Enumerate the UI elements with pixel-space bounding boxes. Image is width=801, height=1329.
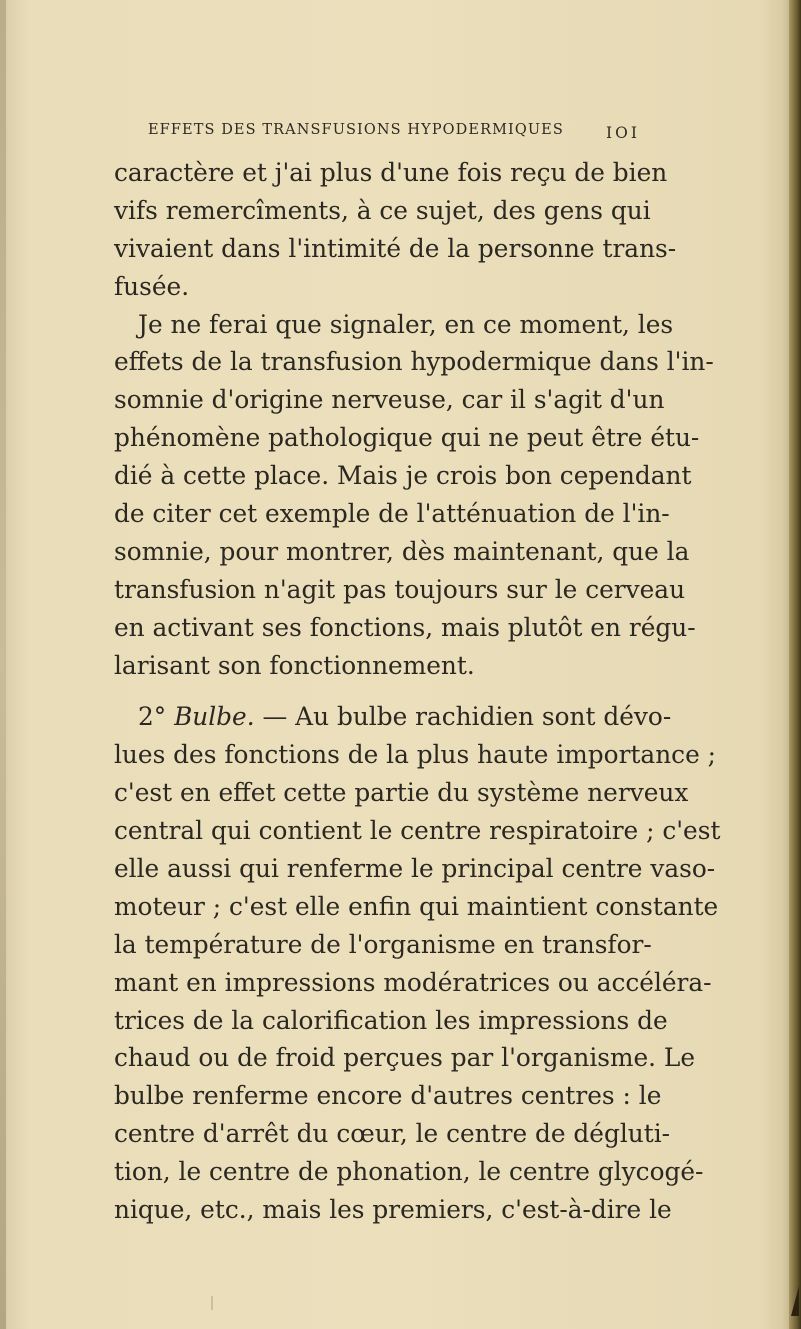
text-line: central qui contient le centre respiratoire ; c'est [114,816,721,846]
text-line: phénomène pathologique qui ne peut être étu- [114,423,700,453]
section-heading-rest: — Au bulbe rachidien sont dévo- [254,702,672,732]
text-line: vivaient dans l'intimité de la personne trans- [114,233,677,263]
page-corner-mark [791,1286,799,1316]
running-head-title: EFFETS DES TRANSFUSIONS HYPODERMIQUES [148,122,564,138]
text-line: somnie, pour montrer, dès maintenant, que la [114,536,690,566]
page-left-edge [0,0,6,1329]
text-line: fusée. [114,271,190,301]
text-line: dié à cette place. Mais je crois bon cependant [114,461,692,491]
text-line: elle aussi qui renferme le principal centre vaso- [114,854,716,884]
page-right-edge-shadow [789,0,801,1329]
running-head [148,122,648,146]
text-line: vifs remercîments, à ce sujet, des gens qui [114,195,651,225]
paper-speck [211,1296,213,1310]
text-line: tion, le centre de phonation, le centre glycogé- [114,1157,704,1187]
text-line: c'est en effet cette partie du système nerveux [114,778,689,808]
text-line: nique, etc., mais les premiers, c'est-à-dire le [114,1195,672,1225]
text-line: centre d'arrêt du cœur, le centre de dégluti- [114,1119,671,1149]
text-line: caractère et j'ai plus d'une fois reçu de bien [114,158,668,187]
text-line: chaud ou de froid perçues par l'organisme. Le [114,1043,696,1073]
text-line: moteur ; c'est elle enfin qui maintient constante [114,891,719,921]
page-number: IOI [606,124,640,142]
text-line: Je ne ferai que signaler, en ce moment, les [138,309,674,339]
text-line: effets de la transfusion hypodermique dans l'in- [114,347,714,377]
text-line: la température de l'organisme en transfor- [114,929,652,959]
section-number: 2° [138,702,175,732]
text-line: somnie d'origine nerveuse, car il s'agit d'un [114,385,665,415]
section-heading-line [114,698,672,736]
text-line: en activant ses fonctions, mais plutôt en régu- [114,612,696,642]
text-line: trices de la calorification les impressions de [114,1005,668,1035]
section-title: Bulbe. [174,702,255,732]
text-line: lues des fonctions de la plus haute importance ; [114,740,716,770]
text-line: transfusion n'agit pas toujours sur le cerveau [114,574,686,604]
text-line: larisant son fonctionnement. [114,650,475,680]
text-line: bulbe renferme encore d'autres centres : le [114,1081,662,1111]
text-line: de citer cet exemple de l'atténuation de l'in- [114,499,670,529]
body-text [114,154,721,1229]
text-line: mant en impressions modératrices ou accéléra- [114,967,712,997]
